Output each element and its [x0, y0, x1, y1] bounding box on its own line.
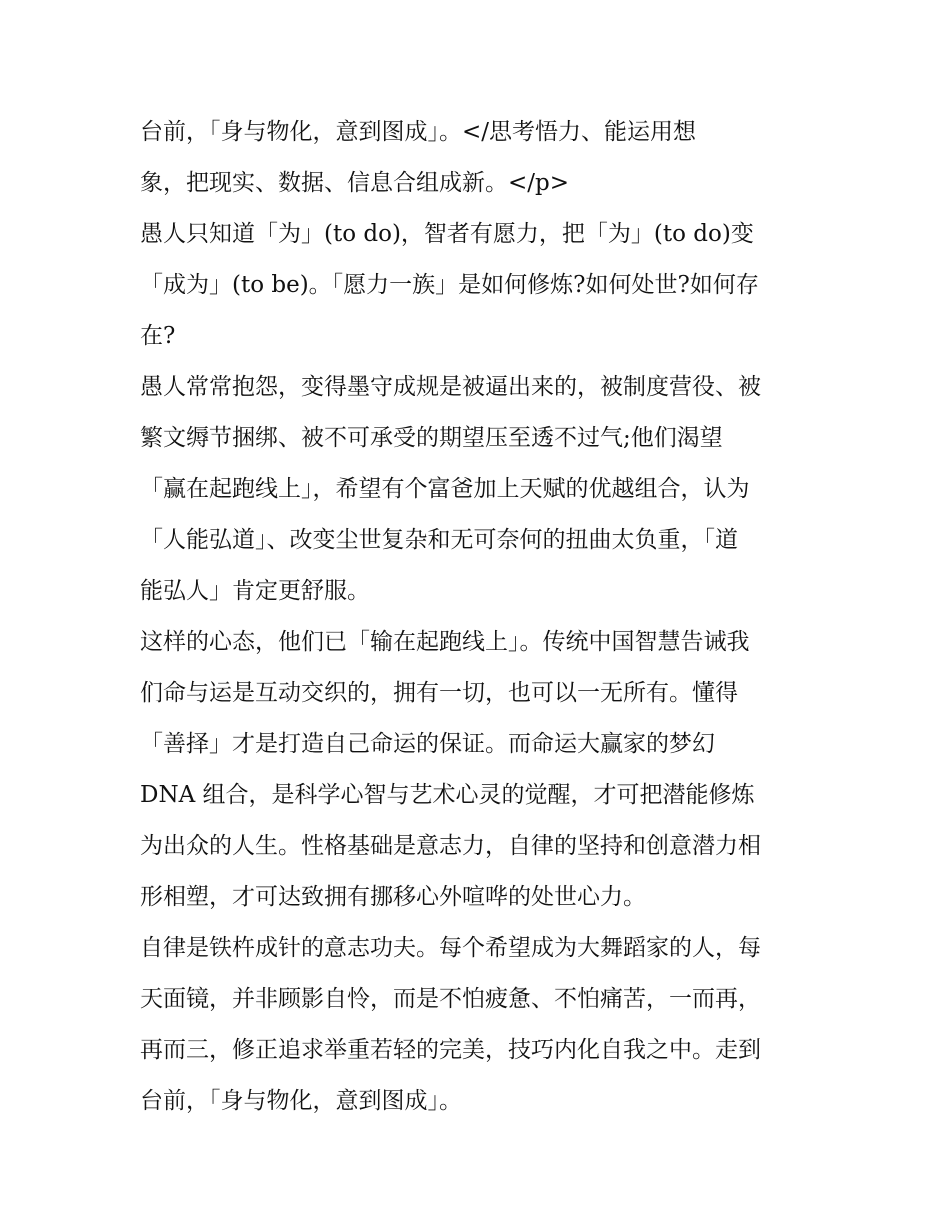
text-line: 「人能弘道」、改变尘世复杂和无可奈何的扭曲太负重，「道: [140, 527, 738, 553]
text-line: 台前，「身与物化，意到图成」。</思考悟力、能运用想: [140, 119, 697, 145]
text-line: 形相塑，才可达致拥有挪移心外喧哗的处世心力。: [140, 884, 646, 910]
text-line: 「赢在起跑线上」，希望有个富爸加上天赋的优越组合，认为: [140, 476, 750, 502]
text-line: 自律是铁杵成针的意志功夫。每个希望成为大舞蹈家的人，每: [140, 935, 761, 961]
text-line: DNA 组合，是科学心智与艺术心灵的觉醒，才可把潜能修炼: [140, 782, 755, 808]
text-line: 在?: [140, 323, 176, 349]
text-line: 这样的心态，他们已「输在起跑线上」。传统中国智慧告诫我: [140, 629, 750, 655]
text-line: 愚人常常抱怨，变得墨守成规是被逼出来的，被制度营役、被: [140, 374, 761, 400]
text-line: 繁文缛节捆绑、被不可承受的期望压至透不过气;他们渴望: [140, 425, 723, 451]
text-line: 天面镜，并非顾影自怜，而是不怕疲惫、不怕痛苦，一而再，: [140, 986, 761, 1012]
text-line: 「成为」(to be)。「愿力一族」是如何修炼?如何处世?如何存: [140, 272, 759, 298]
text-line: 台前，「身与物化，意到图成」。: [140, 1088, 462, 1114]
text-line: 为出众的人生。性格基础是意志力，自律的坚持和创意潜力相: [140, 833, 761, 859]
text-line: 愚人只知道「为」(to do)，智者有愿力，把「为」(to do)变: [140, 221, 754, 247]
body-text: [140, 107, 820, 1127]
text-line: 再而三，修正追求举重若轻的完美，技巧内化自我之中。走到: [140, 1037, 761, 1063]
text-line: 象，把现实、数据、信息合组成新。</p>: [140, 170, 570, 196]
text-line: 们命与运是互动交织的，拥有一切，也可以一无所有。懂得: [140, 680, 738, 706]
text-line: 「善择」才是打造自己命运的保证。而命运大赢家的梦幻: [140, 731, 715, 757]
text-line: 能弘人」肯定更舒服。: [140, 578, 370, 604]
